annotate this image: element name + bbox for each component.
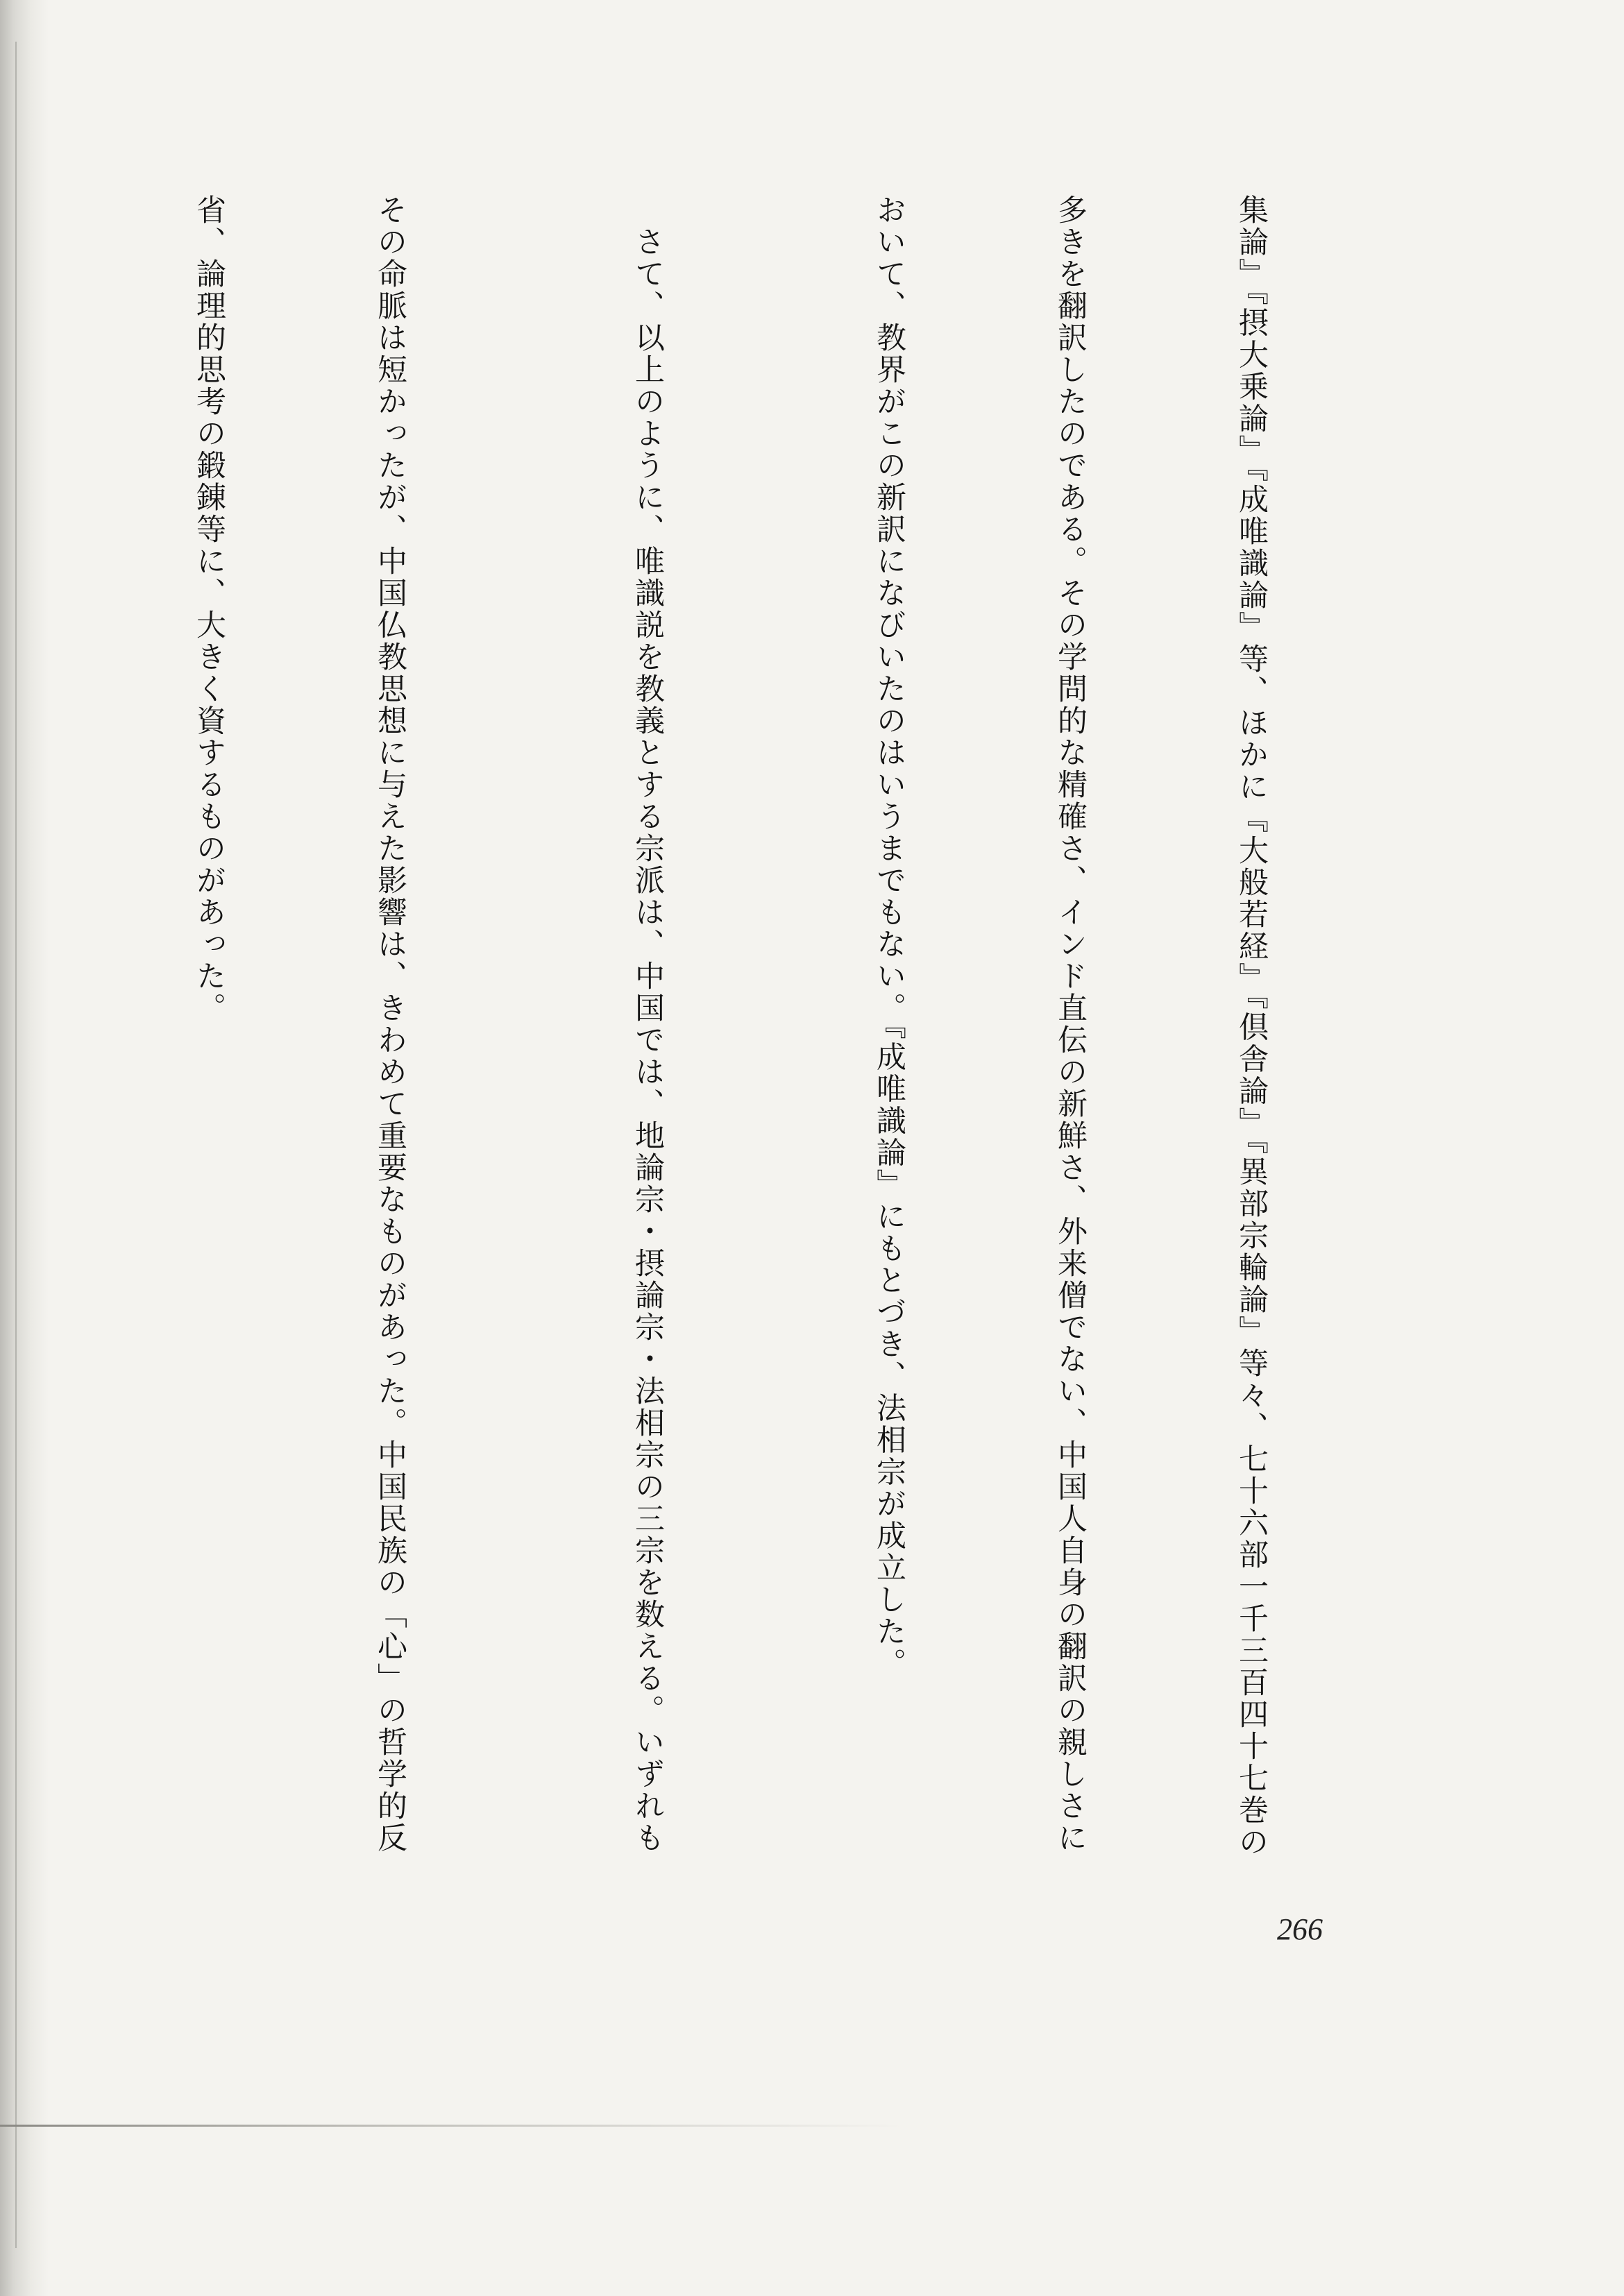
page-number: 266 [1277,1912,1323,1946]
text-line: さて、以上のように、唯識説を教義とする宗派は、中国では、地論宗・摂論宗・法相宗の三宗を数える。いずれも [630,194,665,1854]
text-line: その命脈は短かったが、中国仏教思想に与えた影響は、きわめて重要なものがあった。中国民族の「心」の哲学的反 [373,194,407,1854]
text-line: 省、論理的思考の鍛錬等に、大きく資するものがあった。 [192,194,226,1024]
text-line: おいて、教界がこの新訳になびいたのはいうまでもない。『成唯識論』にもとづき、法相宗が成立した。 [872,194,906,1680]
text-line: 集論』『摂大乗論』『成唯識論』等、ほかに『大般若経』『倶舎論』『異部宗輪論』等々、七十六部一千三百四十七巻の [1234,194,1269,1858]
text-line: 多きを翻訳したのである。その学問的な精確さ、インド直伝の新鮮さ、外来僧でない、中国人自身の翻訳の親しさに [1053,194,1088,1854]
scan-fold-line [0,2125,902,2127]
vertical-text-body [0,194,1402,1858]
